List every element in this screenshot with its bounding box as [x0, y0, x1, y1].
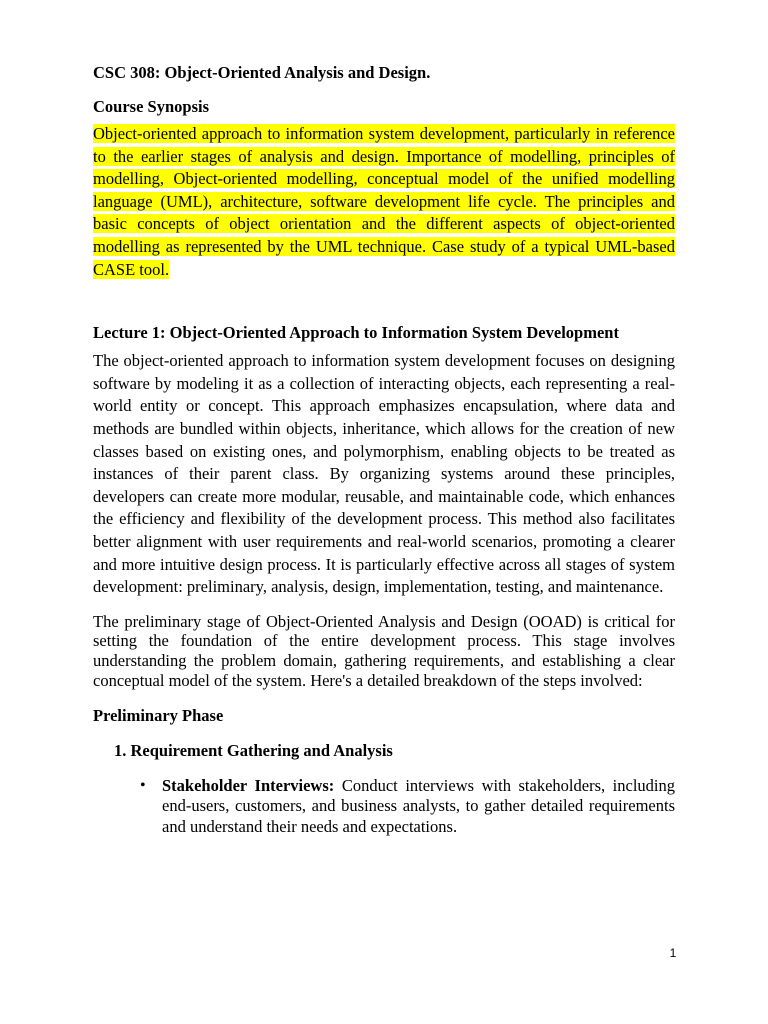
synopsis-heading: Course Synopsis [93, 97, 209, 116]
document-page [93, 62, 675, 837]
bullet-item [93, 776, 675, 838]
lecture-heading: Lecture 1: Object-Oriented Approach to Information System Development [93, 323, 619, 343]
document-title: CSC 308: Object-Oriented Analysis and Design. [93, 63, 431, 82]
lecture-paragraph-2: The preliminary stage of Object-Oriented Analysis and Design (OOAD) is critical for setting the foundation of the entire development process. This stage involves understanding the problem domain, gathering requirements, and establishing a clear conceptual model of the system. Here's a detailed breakdown of the steps involved: [93, 611, 675, 691]
step-heading: 1. Requirement Gathering and Analysis [114, 740, 393, 760]
phase-heading: Preliminary Phase [93, 705, 224, 725]
synopsis-highlighted-text: Object-oriented approach to information system development, particularly in reference to the earlier stages of analysis and design. Importance of modelling, principles of modelling, Object-oriented modelling, conceptual model of the unified modelling language (UML), architecture, software development life cycle. The principles and basic concepts of object orientation and the different aspects of object-oriented modelling as represented by the UML technique. Case study of a typical UML-based CASE tool. [93, 124, 675, 279]
synopsis-paragraph [93, 123, 675, 281]
page-number: 1 [669, 946, 677, 960]
bullet-text: Conduct interviews with stakeholders, including end-users, customers, and business analysts, to gather detailed requirements and understand their needs and expectations. [162, 775, 676, 836]
lecture-paragraph-1: The object-oriented approach to information system development focuses on designing software by modeling it as a collection of interacting objects, each representing a real-world entity or concept. This approach emphasizes encapsulation, where data and methods are bundled within objects, inheritance, which allows for the creation of new classes based on existing ones, and polymorphism, enabling objects to be treated as instances of their parent class. By organizing systems around these principles, developers can create more modular, reusable, and maintainable code, which enhances the efficiency and flexibility of the development process. This method also facilitates better alignment with user requirements and real-world scenarios, promoting a clearer and more intuitive design process. It is particularly effective across all stages of system development: preliminary, analysis, design, implementation, testing, and maintenance. [93, 351, 675, 597]
bullet-term: Stakeholder Interviews: [162, 775, 335, 795]
bullet-dot-icon: • [140, 776, 146, 794]
